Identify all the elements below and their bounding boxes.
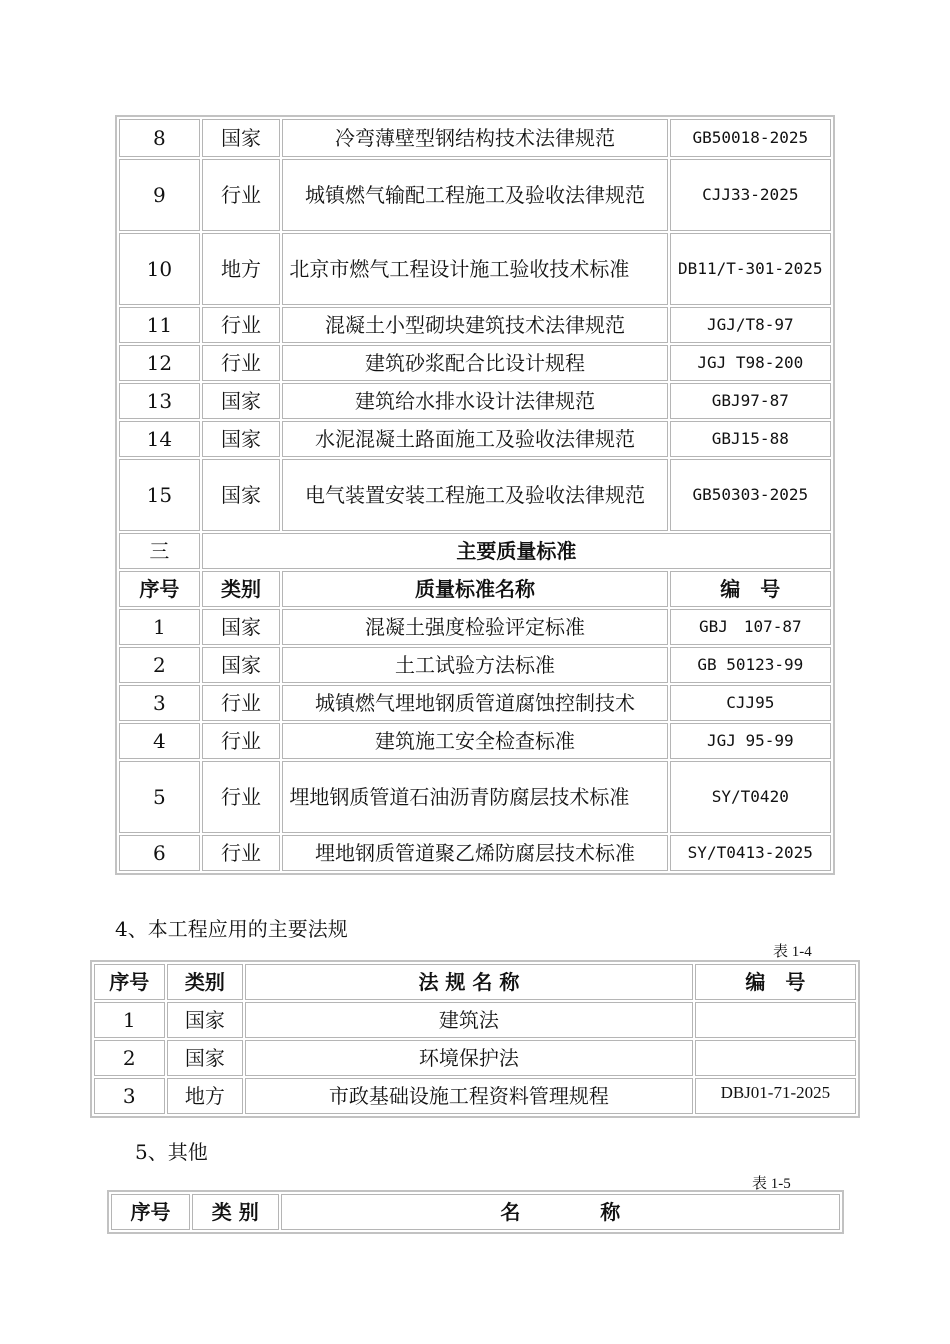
section4-heading: 4、本工程应用的主要法规 [115, 917, 348, 941]
row-code: GBJ 107-87 [670, 609, 831, 645]
row-number: 11 [119, 307, 200, 343]
regulations-table [90, 960, 860, 1118]
row-category: 地方 [167, 1078, 244, 1114]
row-code: SY/T0420 [670, 761, 831, 833]
row-code: CJJ95 [670, 685, 831, 721]
row-name: 城镇燃气输配工程施工及验收法律规范 [282, 159, 667, 231]
section-title: 主要质量标准 [202, 533, 831, 569]
table-row [94, 1078, 856, 1114]
row-name: 环境保护法 [245, 1040, 693, 1076]
table-row [119, 459, 831, 531]
row-name: 混凝土小型砌块建筑技术法律规范 [282, 307, 667, 343]
table-row [119, 609, 831, 645]
row-code: SY/T0413-2025 [670, 835, 831, 871]
table-row [94, 1002, 856, 1038]
row-category: 行业 [202, 835, 281, 871]
row-code: GB50303-2025 [670, 459, 831, 531]
section-number: 三 [119, 533, 200, 569]
row-number: 15 [119, 459, 200, 531]
header-row [119, 571, 831, 607]
row-category: 行业 [202, 723, 281, 759]
table-row [119, 723, 831, 759]
row-category: 行业 [202, 685, 281, 721]
row-code: CJJ33-2025 [670, 159, 831, 231]
row-number: 10 [119, 233, 200, 305]
row-category: 地方 [202, 233, 281, 305]
row-category: 国家 [167, 1002, 244, 1038]
header-number: 序号 [94, 964, 165, 1000]
header-name: 名 称 [281, 1194, 840, 1230]
table-row [119, 345, 831, 381]
header-name: 质量标准名称 [282, 571, 667, 607]
table-row [94, 1040, 856, 1076]
row-code: GBJ97-87 [670, 383, 831, 419]
table-number: 表 1-5 [752, 1176, 791, 1192]
row-category: 国家 [202, 647, 281, 683]
header-category: 类别 [167, 964, 244, 1000]
table-row [119, 383, 831, 419]
row-name: 建筑砂浆配合比设计规程 [282, 345, 667, 381]
row-name: 市政基础设施工程资料管理规程 [245, 1078, 693, 1114]
row-name: 土工试验方法标准 [282, 647, 667, 683]
row-category: 国家 [167, 1040, 244, 1076]
row-code: GB 50123-99 [670, 647, 831, 683]
row-number: 12 [119, 345, 200, 381]
row-number: 3 [119, 685, 200, 721]
row-code: JGJ 95-99 [670, 723, 831, 759]
table-row [119, 835, 831, 871]
section-row [119, 533, 831, 569]
table-row [119, 761, 831, 833]
row-number: 3 [94, 1078, 165, 1114]
header-number: 序号 [111, 1194, 190, 1230]
table-row [119, 421, 831, 457]
row-code: JGJ T98-200 [670, 345, 831, 381]
header-row [111, 1194, 840, 1230]
row-name: 冷弯薄壁型钢结构技术法律规范 [282, 119, 667, 157]
table-row [119, 685, 831, 721]
row-code: DB11/T-301-2025 [670, 233, 831, 305]
row-number: 2 [119, 647, 200, 683]
header-code: 编 号 [695, 964, 856, 1000]
row-name: 建筑施工安全检查标准 [282, 723, 667, 759]
row-category: 国家 [202, 383, 281, 419]
header-row [94, 964, 856, 1000]
header-category: 类 别 [192, 1194, 279, 1230]
row-number: 1 [94, 1002, 165, 1038]
row-name: 混凝土强度检验评定标准 [282, 609, 667, 645]
row-number: 1 [119, 609, 200, 645]
row-name: 北京市燃气工程设计施工验收技术标准 [282, 233, 667, 305]
row-category: 行业 [202, 345, 281, 381]
row-number: 5 [119, 761, 200, 833]
row-code: GB50018-2025 [670, 119, 831, 157]
table-row [119, 119, 831, 157]
row-number: 4 [119, 723, 200, 759]
row-number: 2 [94, 1040, 165, 1076]
table-row [119, 159, 831, 231]
row-code: DBJ01-71-2025 [695, 1078, 856, 1114]
row-name: 建筑给水排水设计法律规范 [282, 383, 667, 419]
row-category: 国家 [202, 119, 281, 157]
row-code: JGJ/T8-97 [670, 307, 831, 343]
row-number: 14 [119, 421, 200, 457]
header-category: 类别 [202, 571, 281, 607]
row-name: 埋地钢质管道石油沥青防腐层技术标准 [282, 761, 667, 833]
header-number: 序号 [119, 571, 200, 607]
table-row [119, 307, 831, 343]
row-name: 建筑法 [245, 1002, 693, 1038]
row-category: 国家 [202, 609, 281, 645]
row-name: 城镇燃气埋地钢质管道腐蚀控制技术 [282, 685, 667, 721]
table-number: 表 1-4 [773, 944, 812, 960]
row-category: 行业 [202, 761, 281, 833]
row-code [695, 1002, 856, 1038]
row-name: 电气装置安装工程施工及验收法律规范 [282, 459, 667, 531]
header-name: 法 规 名 称 [245, 964, 693, 1000]
header-code: 编 号 [670, 571, 831, 607]
row-code: GBJ15-88 [670, 421, 831, 457]
row-category: 国家 [202, 459, 281, 531]
row-number: 9 [119, 159, 200, 231]
row-number: 6 [119, 835, 200, 871]
row-name: 水泥混凝土路面施工及验收法律规范 [282, 421, 667, 457]
row-code [695, 1040, 856, 1076]
standards-table [115, 115, 835, 875]
table-row [119, 233, 831, 305]
row-name: 埋地钢质管道聚乙烯防腐层技术标准 [282, 835, 667, 871]
row-category: 国家 [202, 421, 281, 457]
row-category: 行业 [202, 159, 281, 231]
other-table [107, 1190, 844, 1234]
row-number: 8 [119, 119, 200, 157]
section5-heading: 5、其他 [135, 1140, 208, 1164]
row-category: 行业 [202, 307, 281, 343]
row-number: 13 [119, 383, 200, 419]
table-row [119, 647, 831, 683]
